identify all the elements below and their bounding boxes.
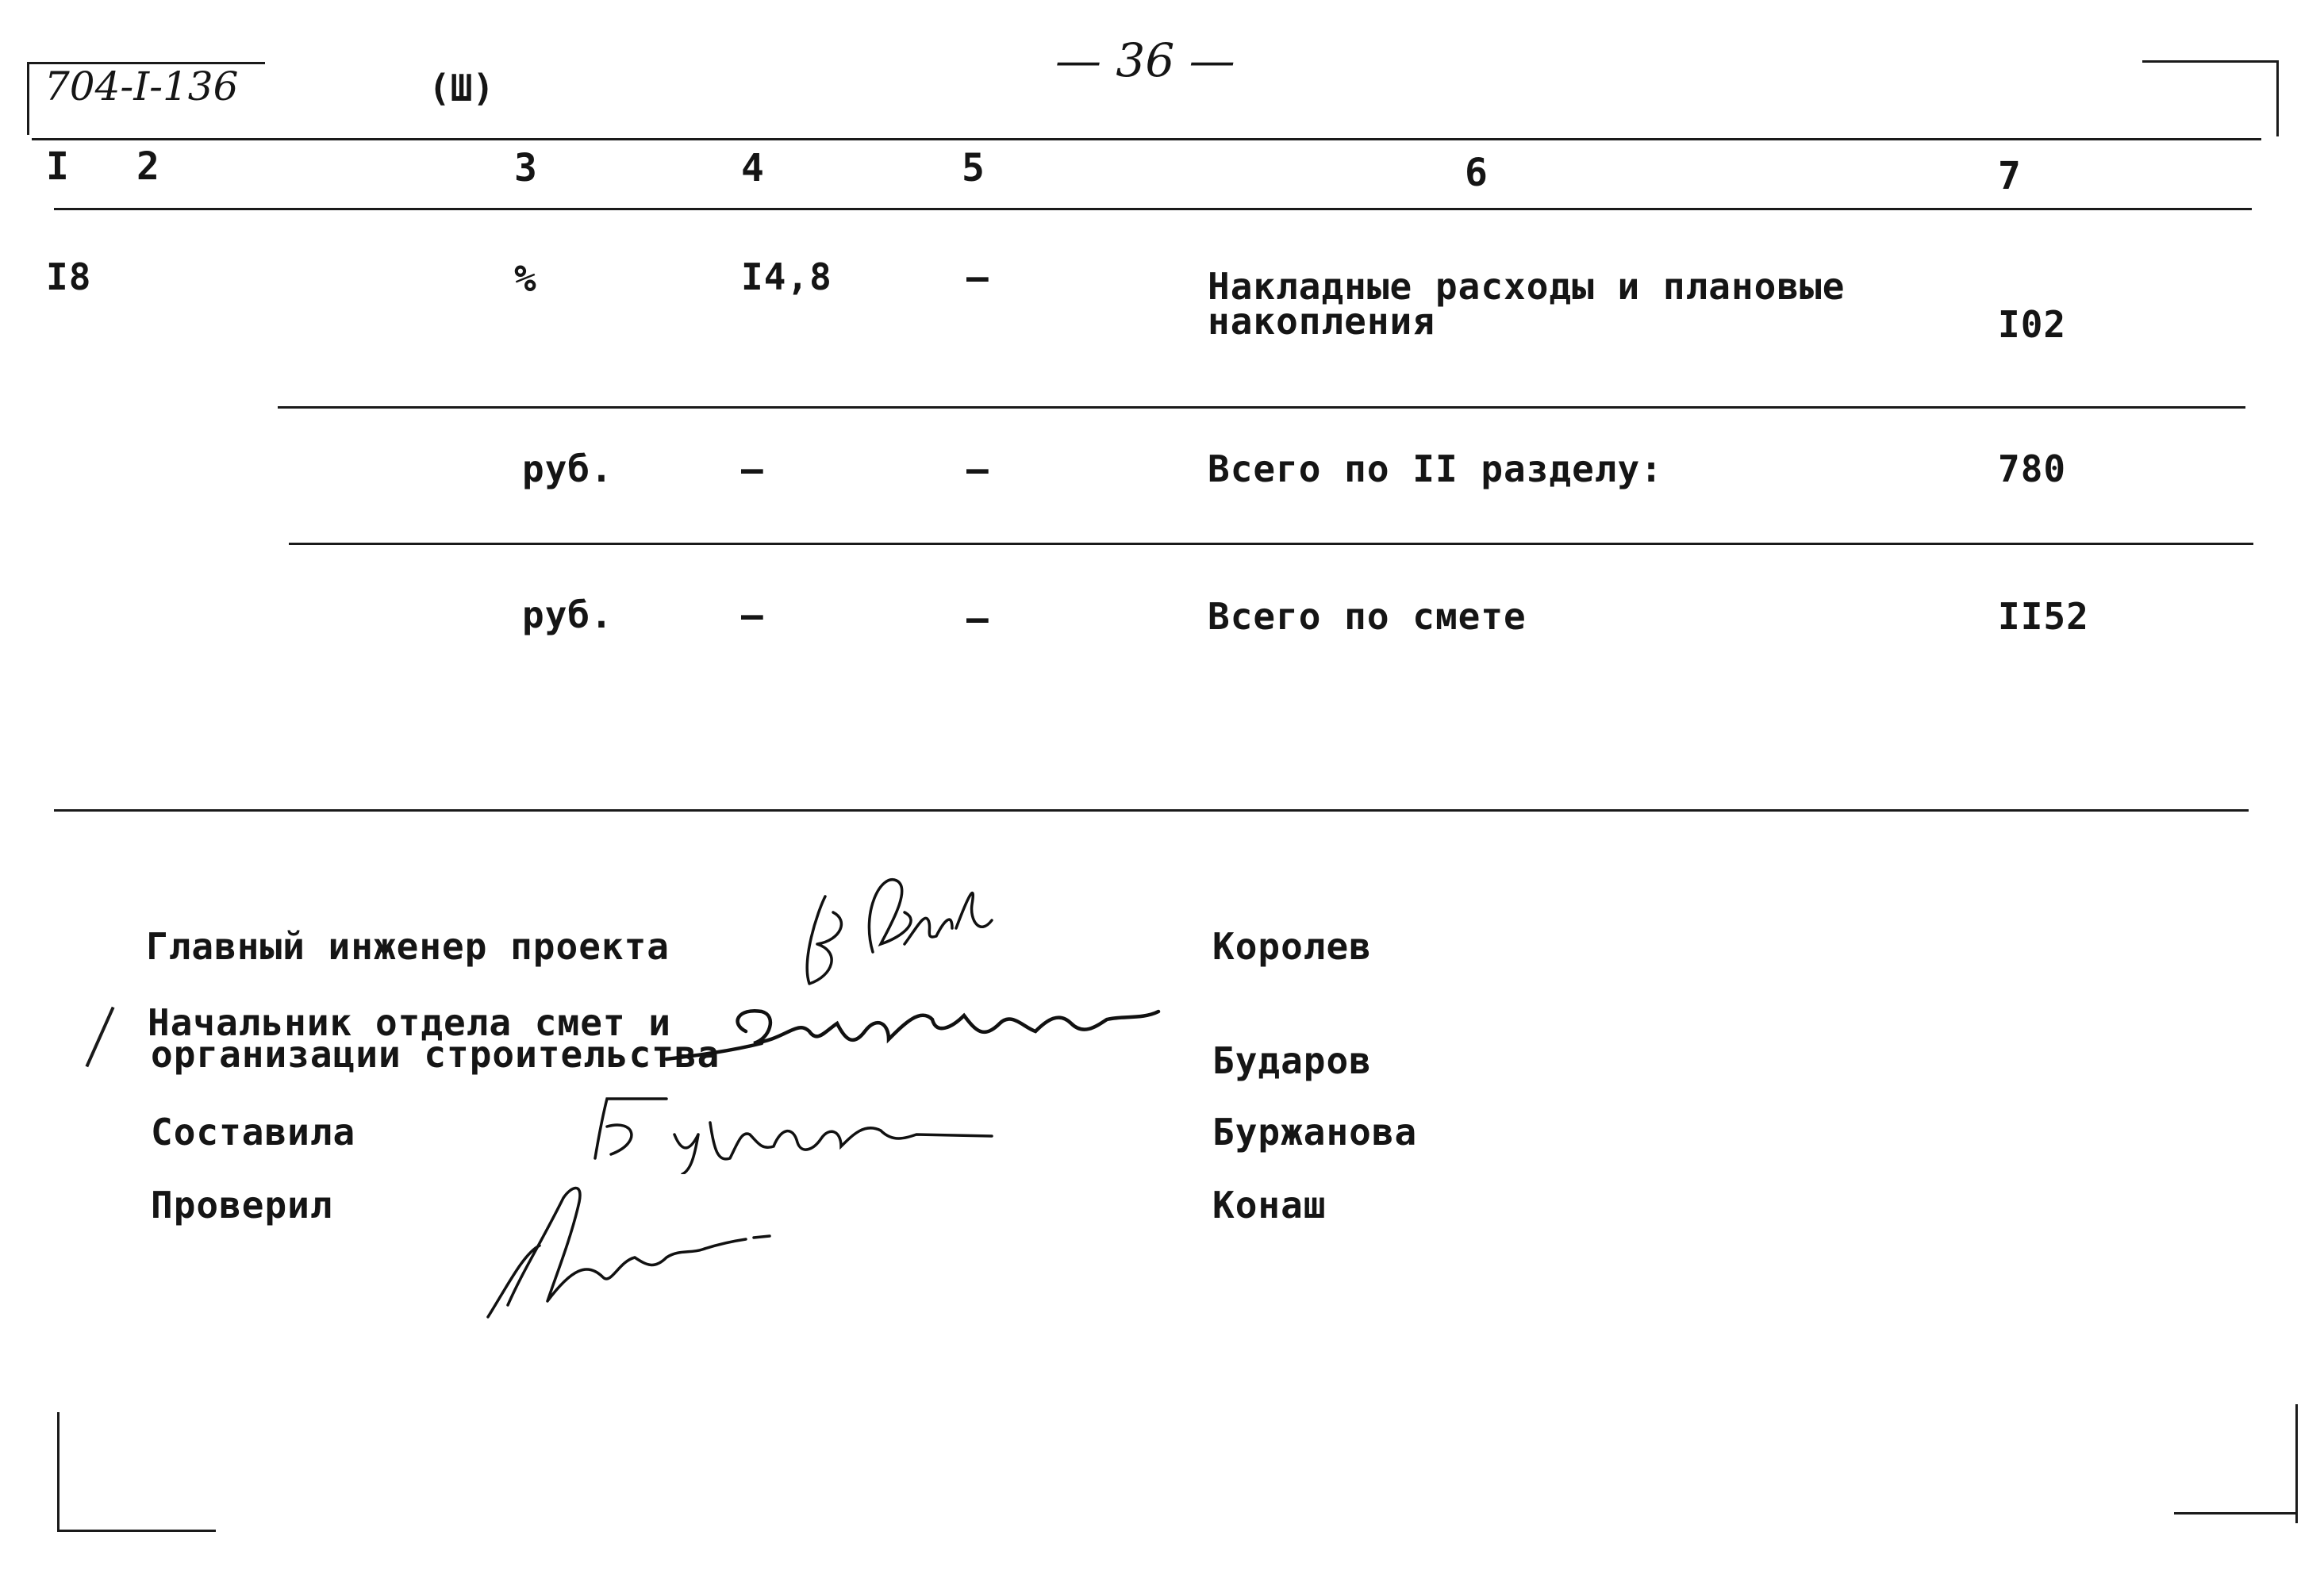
description-line-1: Всего по II разделу:: [1208, 447, 1663, 490]
margin-tick: [85, 1007, 114, 1068]
table-end-rule: [54, 809, 2249, 812]
col5-cell: –: [966, 597, 989, 639]
column-header: I: [46, 144, 69, 189]
col5-cell: –: [966, 447, 989, 490]
column-header: 6: [1465, 151, 1488, 195]
signature-name: Бударов: [1212, 1039, 1372, 1082]
rate-cell: –: [741, 447, 764, 490]
row-divider: [289, 543, 2253, 545]
total-cell: 780: [1998, 447, 2067, 490]
header-top-rule: [32, 138, 2261, 140]
description-line-1: Всего по смете: [1208, 595, 1527, 638]
column-header: 2: [136, 144, 159, 189]
signature-name: Конаш: [1212, 1184, 1327, 1227]
signature-role: Проверил: [151, 1184, 333, 1227]
total-cell: I02: [1998, 303, 2067, 346]
handwritten-signature-compiler: [579, 1087, 1008, 1174]
signature-role: Начальник отдела смет и: [148, 1001, 671, 1044]
unit-cell: руб.: [522, 447, 613, 490]
album-number: (Ш): [428, 67, 495, 109]
handwritten-signature-department-head: [651, 976, 1174, 1079]
page-number: — 36 —: [1055, 33, 1235, 87]
rate-cell: –: [741, 593, 764, 636]
column-header: 7: [1998, 154, 2021, 198]
col5-cell: –: [966, 255, 989, 298]
rate-cell: I4,8: [741, 255, 832, 298]
signature-role: Составила: [151, 1111, 356, 1154]
handwritten-signature-checker: [476, 1166, 809, 1325]
signature-name: Королев: [1212, 925, 1372, 968]
header-bottom-rule: [54, 208, 2252, 210]
row-number: I8: [46, 255, 92, 298]
column-header: 4: [741, 146, 764, 190]
signature-role-line-2: организации строительства: [151, 1033, 720, 1076]
unit-cell: руб.: [522, 593, 613, 636]
description-line-2: накопления: [1208, 300, 1435, 343]
document-code: 704-I-136: [44, 63, 239, 109]
row-divider: [278, 406, 2245, 409]
column-header: 3: [514, 146, 537, 190]
signature-role: Главный инженер проекта: [146, 925, 670, 968]
column-header: 5: [962, 146, 985, 190]
description-line-1: Накладные расходы и плановые: [1208, 265, 1846, 308]
signature-name: Буржанова: [1212, 1111, 1418, 1154]
unit-cell: %: [514, 257, 537, 300]
total-cell: II52: [1998, 595, 2089, 638]
